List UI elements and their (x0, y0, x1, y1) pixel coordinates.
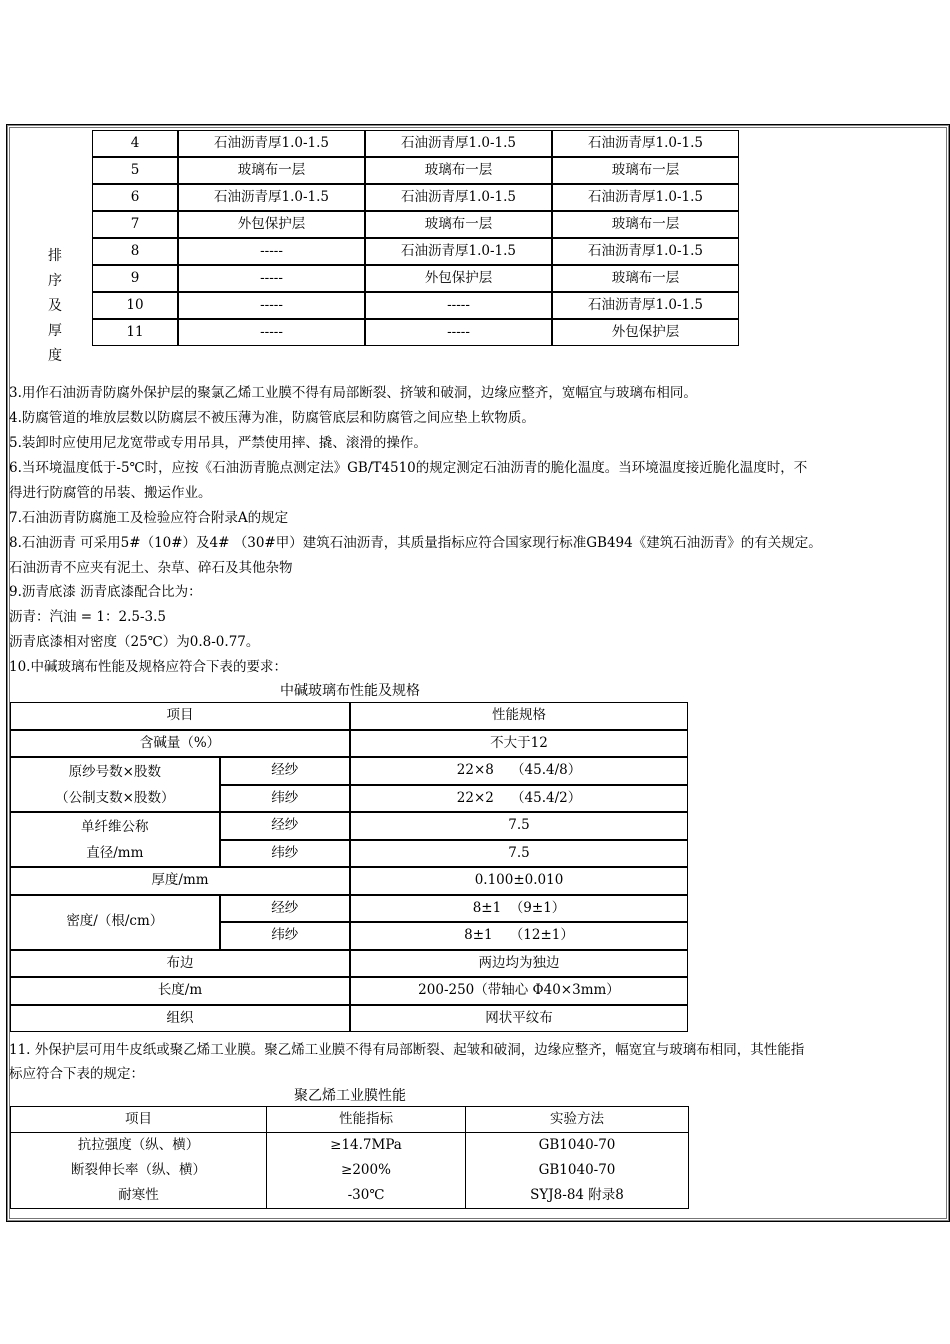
glass-table-title: 中碱玻璃布性能及规格 (280, 683, 420, 699)
table-cell: 8±1 （12±1） (350, 922, 688, 950)
layer-material-cell: ----- (178, 238, 365, 265)
table-row (10, 130, 739, 157)
layer-material-cell: ----- (178, 319, 365, 346)
layer-number-cell: 9 (92, 265, 178, 292)
table-row (10, 812, 688, 840)
table-cell: 经纱 (220, 757, 350, 785)
paragraph-9-line1: 9.沥青底漆 沥青底漆配合比为： (9, 584, 202, 600)
table-cell (10, 757, 220, 812)
table-row (10, 895, 688, 923)
side-label-char: 度 (48, 348, 62, 364)
table-cell: 200-250（带轴心 Φ40×3mm） (350, 977, 688, 1005)
table-cell: 经纱 (220, 812, 350, 840)
table-cell: 布边 (10, 950, 350, 978)
table-cell: 经纱 (220, 895, 350, 923)
row-side-spacer (10, 130, 92, 157)
pe-table-title: 聚乙烯工业膜性能 (294, 1088, 406, 1104)
table-row (10, 292, 739, 319)
cell-line: 直径/mm (86, 844, 144, 861)
layer-material-cell: 玻璃布一层 (178, 157, 365, 184)
paragraph-7: 7.石油沥青防腐施工及检验应符合附录A的规定 (9, 510, 289, 526)
layer-material-cell: 外包保护层 (178, 211, 365, 238)
table-row (10, 730, 688, 758)
table-row (11, 1158, 688, 1183)
table-cell: 抗拉强度（纵、横） (11, 1133, 267, 1158)
table-cell: 断裂伸长率（纵、横） (11, 1158, 267, 1183)
table-cell: GB1040-70 (538, 1137, 616, 1153)
table-row (11, 1133, 688, 1158)
layer-material-cell: ----- (365, 319, 552, 346)
table-cell: GB1040-70 (538, 1162, 616, 1178)
paragraph-9-line2: 沥青：汽油 = 1：2.5-3.5 (9, 609, 166, 625)
table-row (10, 702, 688, 730)
table-cell: 8±1 （9±1） (350, 895, 688, 923)
table-row (10, 184, 739, 211)
layer-material-cell: ----- (178, 292, 365, 319)
paragraph-5: 5.装卸时应使用尼龙宽带或专用吊具，严禁使用摔、撬、滚滑的操作。 (9, 435, 427, 451)
table-cell: 纬纱 (220, 922, 350, 950)
table-row (10, 238, 739, 265)
table-cell: 22×8 （45.4/8） (350, 757, 688, 785)
layer-material-cell: 玻璃布一层 (552, 211, 739, 238)
layer-number-cell: 4 (92, 130, 178, 157)
layer-material-cell: 石油沥青厚1.0-1.5 (552, 292, 739, 319)
table-cell: ≥14.7MPa (267, 1133, 466, 1158)
table-row (11, 1183, 688, 1208)
cell-line: 原纱号数×股数 (68, 763, 161, 780)
layer-material-cell: 玻璃布一层 (365, 157, 552, 184)
table-cell: 组织 (10, 1005, 350, 1033)
paragraph-9-line3: 沥青底漆相对密度（25℃）为0.8-0.77。 (9, 634, 260, 650)
table-row (10, 1005, 688, 1033)
paragraph-6-line2: 得进行防腐管的吊装、搬运作业。 (9, 485, 212, 501)
paragraph-8-line2: 石油沥青不应夹有泥土、杂草、碎石及其他杂物 (9, 560, 293, 576)
paragraph-11-line1: 11. 外保护层可用牛皮纸或聚乙烯工业膜。聚乙烯工业膜不得有局部断裂、起皱和破洞，边缘应整齐，幅宽宜与玻璃布相同，其性能指 (9, 1042, 805, 1058)
layer-material-cell: 石油沥青厚1.0-1.5 (178, 130, 365, 157)
paragraph-8-line1: 8.石油沥青 可采用5#（10#）及4# （30#甲）建筑石油沥青，其质量指标应符合国家现行标准GB494《建筑石油沥青》的有关规定。 (9, 535, 822, 551)
layer-material-cell: 石油沥青厚1.0-1.5 (552, 238, 739, 265)
layer-material-cell: 石油沥青厚1.0-1.5 (365, 184, 552, 211)
table-cell: -30℃ (267, 1183, 466, 1208)
layer-material-cell: ----- (178, 265, 365, 292)
table-cell: 7.5 (350, 840, 688, 868)
table-row (10, 157, 739, 184)
table-cell: ≥200% (267, 1158, 466, 1183)
paragraph-3: 3.用作石油沥青防腐外保护层的聚氯乙烯工业膜不得有局部断裂、挤皱和破洞，边缘应整齐，宽幅宜与玻璃布相同。 (9, 385, 697, 401)
table-cell: 22×2 （45.4/2） (350, 785, 688, 813)
layer-number-cell: 8 (92, 238, 178, 265)
header-cell: 性能指标 (267, 1107, 466, 1133)
table-cell: SYJ8-84 附录8 (530, 1187, 624, 1203)
pe-film-table (10, 1106, 689, 1209)
table-cell: 7.5 (350, 812, 688, 840)
layer-material-cell: 石油沥青厚1.0-1.5 (365, 238, 552, 265)
side-label-char: 排 (48, 248, 62, 264)
table-row (11, 1107, 688, 1133)
layer-number-cell: 5 (92, 157, 178, 184)
table-cell: 0.100±0.010 (350, 867, 688, 895)
layer-number-cell: 7 (92, 211, 178, 238)
row-side-spacer (10, 157, 92, 184)
cell-line: （公制支数×股数） (55, 789, 175, 806)
coating-order-table (10, 130, 739, 346)
table-row (10, 757, 688, 785)
layer-number-cell: 6 (92, 184, 178, 211)
layer-material-cell: 玻璃布一层 (365, 211, 552, 238)
paragraph-11-line2: 标应符合下表的规定： (9, 1066, 144, 1082)
table-cell: 纬纱 (220, 785, 350, 813)
side-label-char: 厚 (48, 323, 62, 339)
paragraph-4: 4.防腐管道的堆放层数以防腐层不被压薄为准，防腐管底层和防腐管之间应垫上软物质。 (9, 410, 535, 426)
table-cell: 含碱量（%） (10, 730, 350, 758)
table-row (10, 319, 739, 346)
table-row (10, 977, 688, 1005)
table-cell: 不大于12 (350, 730, 688, 758)
header-cell: 性能规格 (350, 702, 688, 730)
table-cell: 网状平纹布 (350, 1005, 688, 1033)
layer-material-cell: 玻璃布一层 (552, 265, 739, 292)
layer-material-cell: 石油沥青厚1.0-1.5 (552, 130, 739, 157)
row-side-spacer (10, 211, 92, 238)
layer-material-cell: 石油沥青厚1.0-1.5 (365, 130, 552, 157)
header-cell: 实验方法 (466, 1107, 688, 1133)
paragraph-10: 10.中碱玻璃布性能及规格应符合下表的要求： (9, 659, 287, 675)
header-cell: 项目 (11, 1107, 267, 1133)
table-cell: 厚度/mm (10, 867, 350, 895)
layer-material-cell: ----- (365, 292, 552, 319)
layer-number-cell: 11 (92, 319, 178, 346)
table-row (10, 265, 739, 292)
table-cell: 长度/m (10, 977, 350, 1005)
row-side-spacer (10, 184, 92, 211)
table-cell: 密度/（根/cm） (10, 895, 220, 950)
table-row (10, 211, 739, 238)
table-row (10, 950, 688, 978)
layer-number-cell: 10 (92, 292, 178, 319)
layer-material-cell: 石油沥青厚1.0-1.5 (178, 184, 365, 211)
layer-material-cell: 玻璃布一层 (552, 157, 739, 184)
header-cell: 项目 (10, 702, 350, 730)
glass-cloth-table (10, 702, 688, 1032)
table-cell: 耐寒性 (11, 1183, 267, 1208)
cell-line: 单纤维公称 (81, 818, 149, 835)
layer-material-cell: 外包保护层 (365, 265, 552, 292)
side-label-char: 及 (48, 298, 62, 314)
table-cell (10, 812, 220, 867)
table-cell: 纬纱 (220, 840, 350, 868)
paragraph-6-line1: 6.当环境温度低于-5℃时，应按《石油沥青脆点测定法》GB/T4510的规定测定石油沥青的脆化温度。当环境温度接近脆化温度时，不 (9, 460, 808, 476)
table-row (10, 867, 688, 895)
table-cell: 两边均为独边 (350, 950, 688, 978)
side-label-char: 序 (48, 273, 62, 289)
order-side-label (47, 244, 63, 369)
layer-material-cell: 石油沥青厚1.0-1.5 (552, 184, 739, 211)
layer-material-cell: 外包保护层 (552, 319, 739, 346)
